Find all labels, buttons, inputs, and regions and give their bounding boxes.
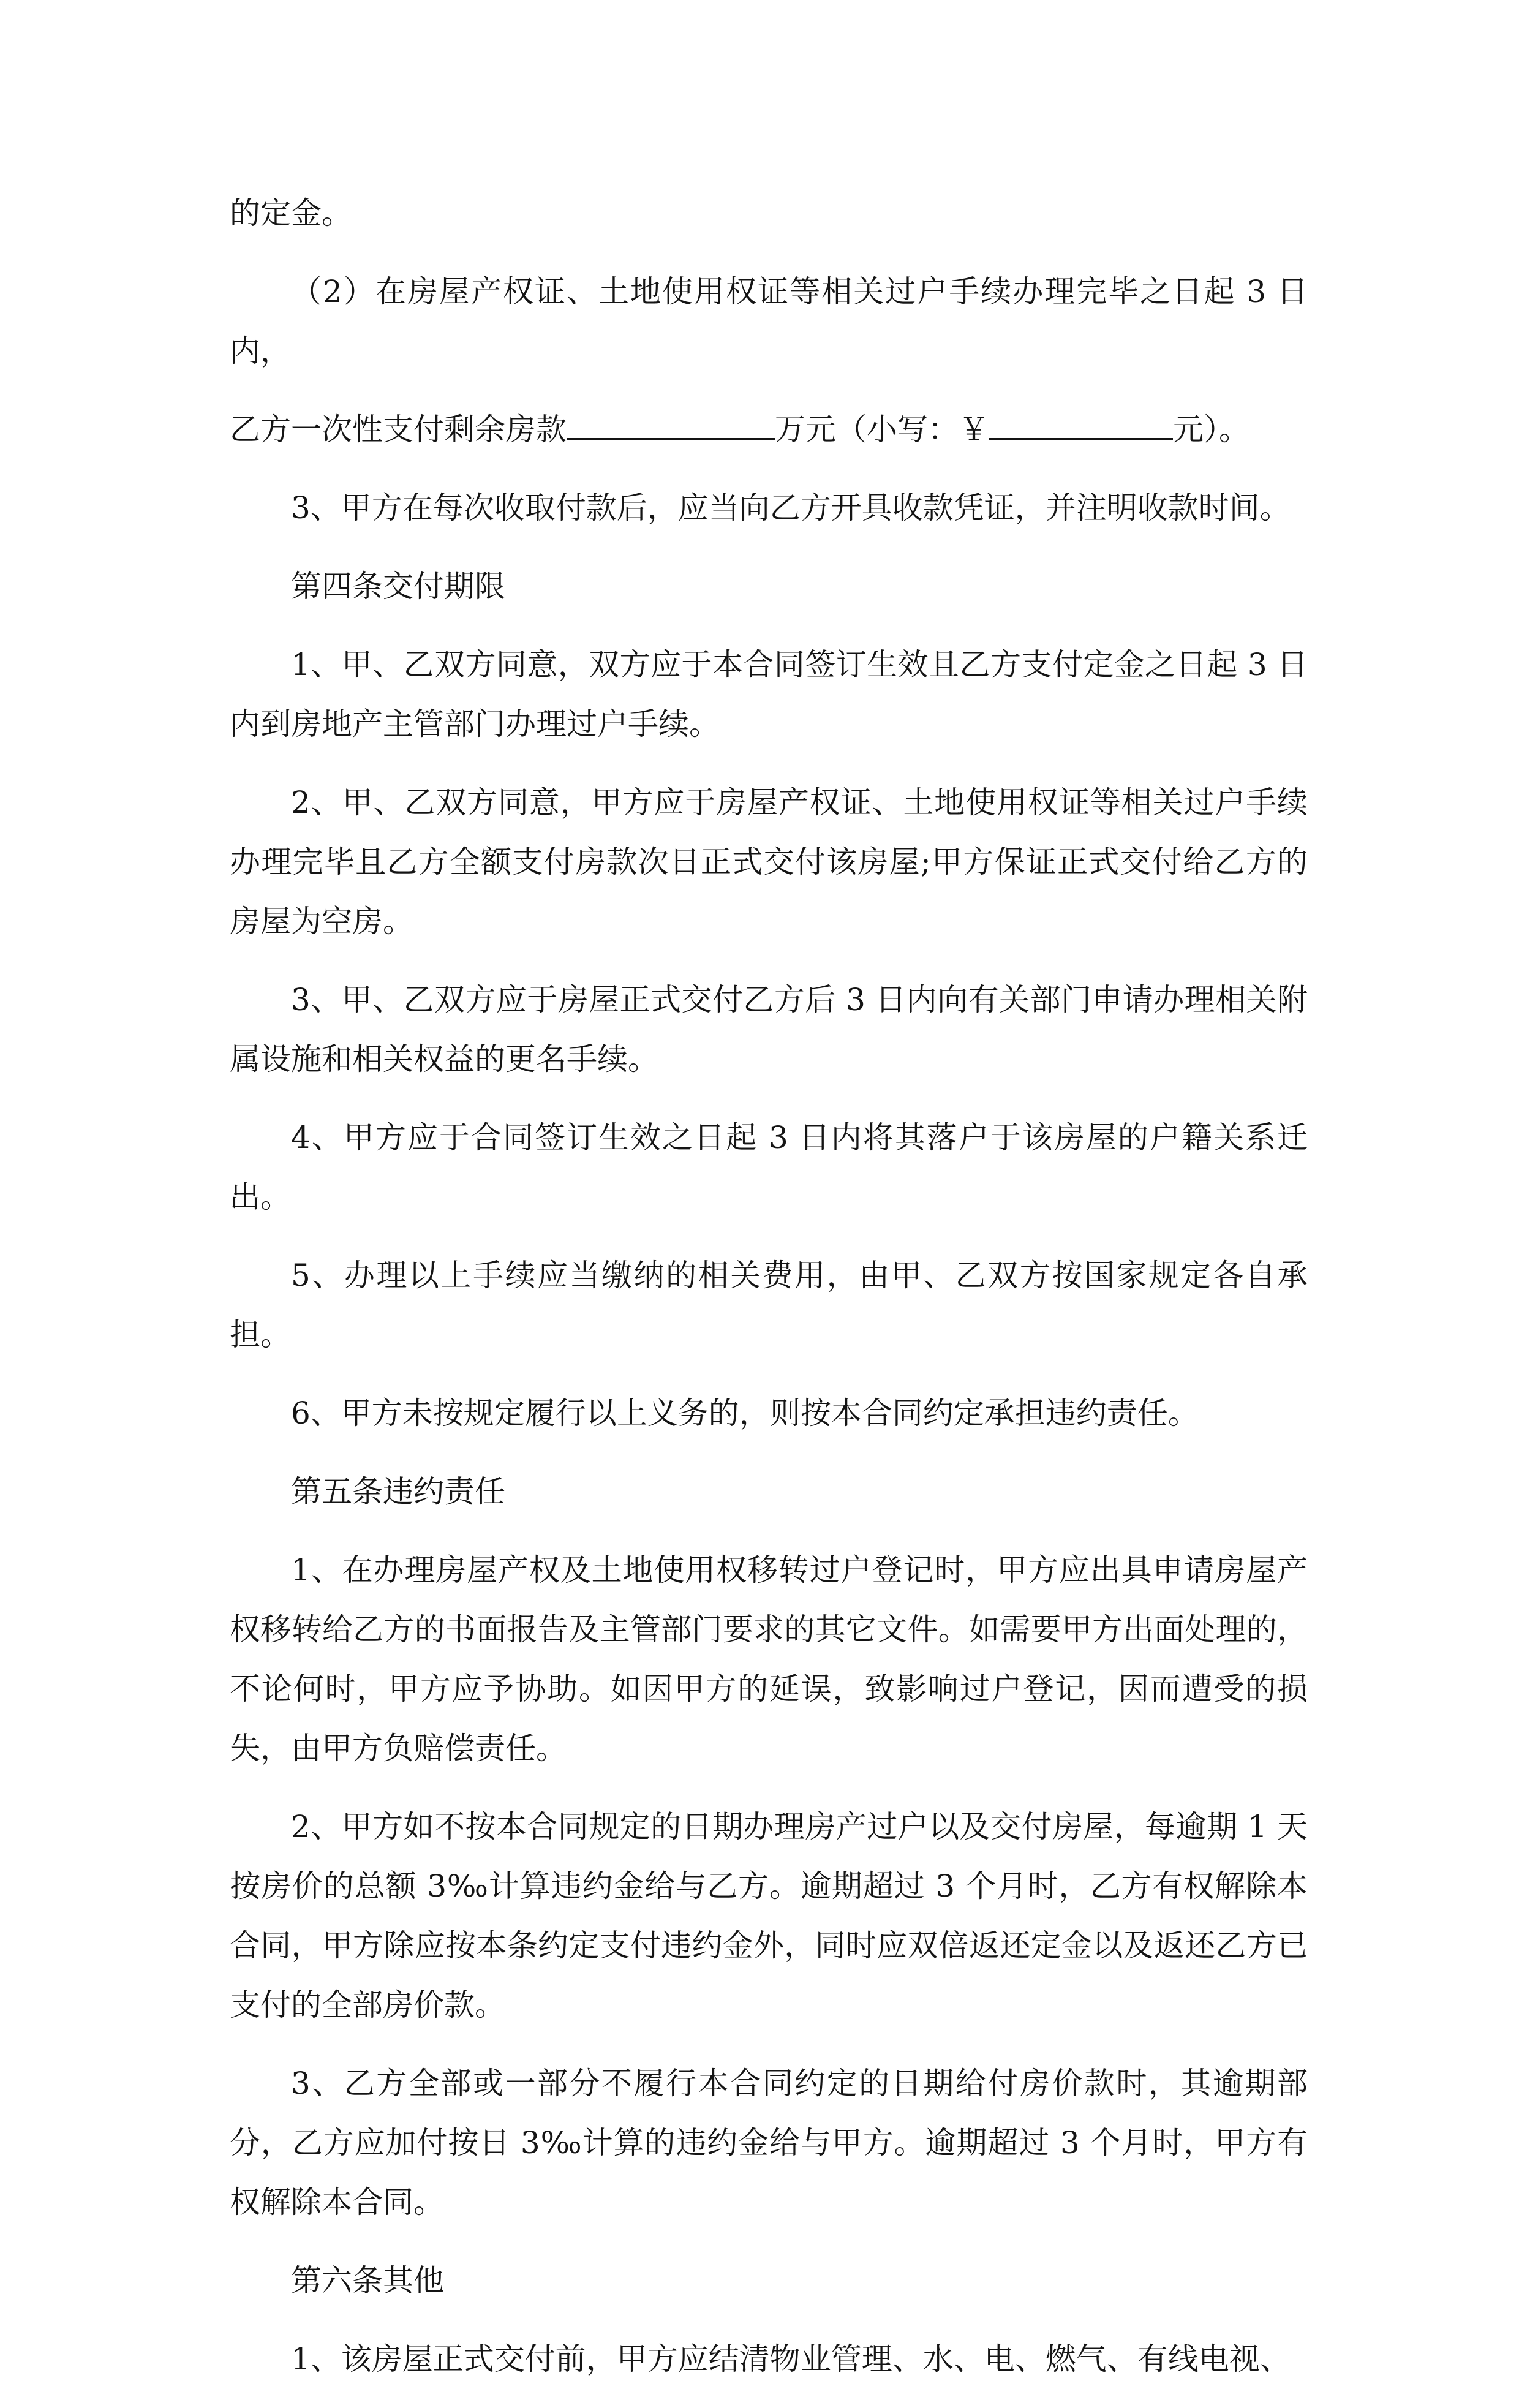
contract-page bbox=[230, 184, 1308, 2408]
paragraph-article-6-1: 1、该房屋正式交付前，甲方应结清物业管理、水、电、燃气、有线电视、 bbox=[291, 2341, 1291, 2377]
paragraph-deposit-end: 的定金。 bbox=[230, 195, 352, 231]
paragraph-article-5-2: 2、甲方如不按本合同规定的日期办理房产过户以及交付房屋，每逾期 1 天按房价的总额 3‰计算违约金给与乙方。逾期超过 3 个月时，乙方有权解除本合同，甲方除应按本条约定支付违约金外，同时应双倍返还定金以及返还乙方已支付的全部房价款。 bbox=[230, 1809, 1308, 2023]
amount-yuan-blank[interactable] bbox=[989, 407, 1173, 440]
paragraph-article-4-6: 6、甲方未按规定履行以上义务的，则按本合同约定承担违约责任。 bbox=[291, 1395, 1199, 1431]
paragraph-article-4-5: 5、办理以上手续应当缴纳的相关费用，由甲、乙双方按国家规定各自承担。 bbox=[230, 1258, 1308, 1353]
paragraph-remaining-payment bbox=[230, 400, 1308, 459]
heading-article-6: 第六条其他 bbox=[291, 2263, 444, 2298]
paragraph-article-4-3: 3、甲、乙双方应于房屋正式交付乙方后 3 日内向有关部门申请办理相关附属设施和相关权益的更名手续。 bbox=[230, 982, 1308, 1077]
paragraph-article-4-2: 2、甲、乙双方同意，甲方应于房屋产权证、土地使用权证等相关过户手续办理完毕且乙方全额支付房款次日正式交付该房屋;甲方保证正式交付给乙方的房屋为空房。 bbox=[230, 785, 1308, 939]
amount-yuan-text: 元）。 bbox=[1173, 412, 1250, 447]
remaining-payment-text: 乙方一次性支付剩余房款 bbox=[230, 412, 567, 447]
paragraph-payment-2: （2）在房屋产权证、土地使用权证等相关过户手续办理完毕之日起 3 日内， bbox=[230, 274, 1308, 369]
paragraph-article-4-4: 4、甲方应于合同签订生效之日起 3 日内将其落户于该房屋的户籍关系迁出。 bbox=[230, 1120, 1308, 1215]
paragraph-article-4-1: 1、甲、乙双方同意，双方应于本合同签订生效且乙方支付定金之日起 3 日内到房地产主管部门办理过户手续。 bbox=[230, 647, 1308, 742]
heading-article-4: 第四条交付期限 bbox=[291, 568, 505, 604]
paragraph-receipt: 3、甲方在每次收取付款后，应当向乙方开具收款凭证，并注明收款时间。 bbox=[291, 490, 1291, 526]
amount-wan-blank[interactable] bbox=[567, 407, 775, 440]
heading-article-5: 第五条违约责任 bbox=[291, 1474, 505, 1509]
paragraph-article-5-1: 1、在办理房屋产权及土地使用权移转过户登记时，甲方应出具申请房屋产权移转给乙方的书面报告及主管部门要求的其它文件。如需要甲方出面处理的，不论何时，甲方应予协助。如因甲方的延误，致影响过户登记，因而遭受的损失，由甲方负赔偿责任。 bbox=[230, 1552, 1308, 1766]
amount-small-text: 万元（小写：￥ bbox=[775, 412, 989, 447]
paragraph-article-5-3: 3、乙方全部或一部分不履行本合同约定的日期给付房价款时，其逾期部分，乙方应加付按日 3‰计算的违约金给与甲方。逾期超过 3 个月时，甲方有权解除本合同。 bbox=[230, 2066, 1308, 2220]
